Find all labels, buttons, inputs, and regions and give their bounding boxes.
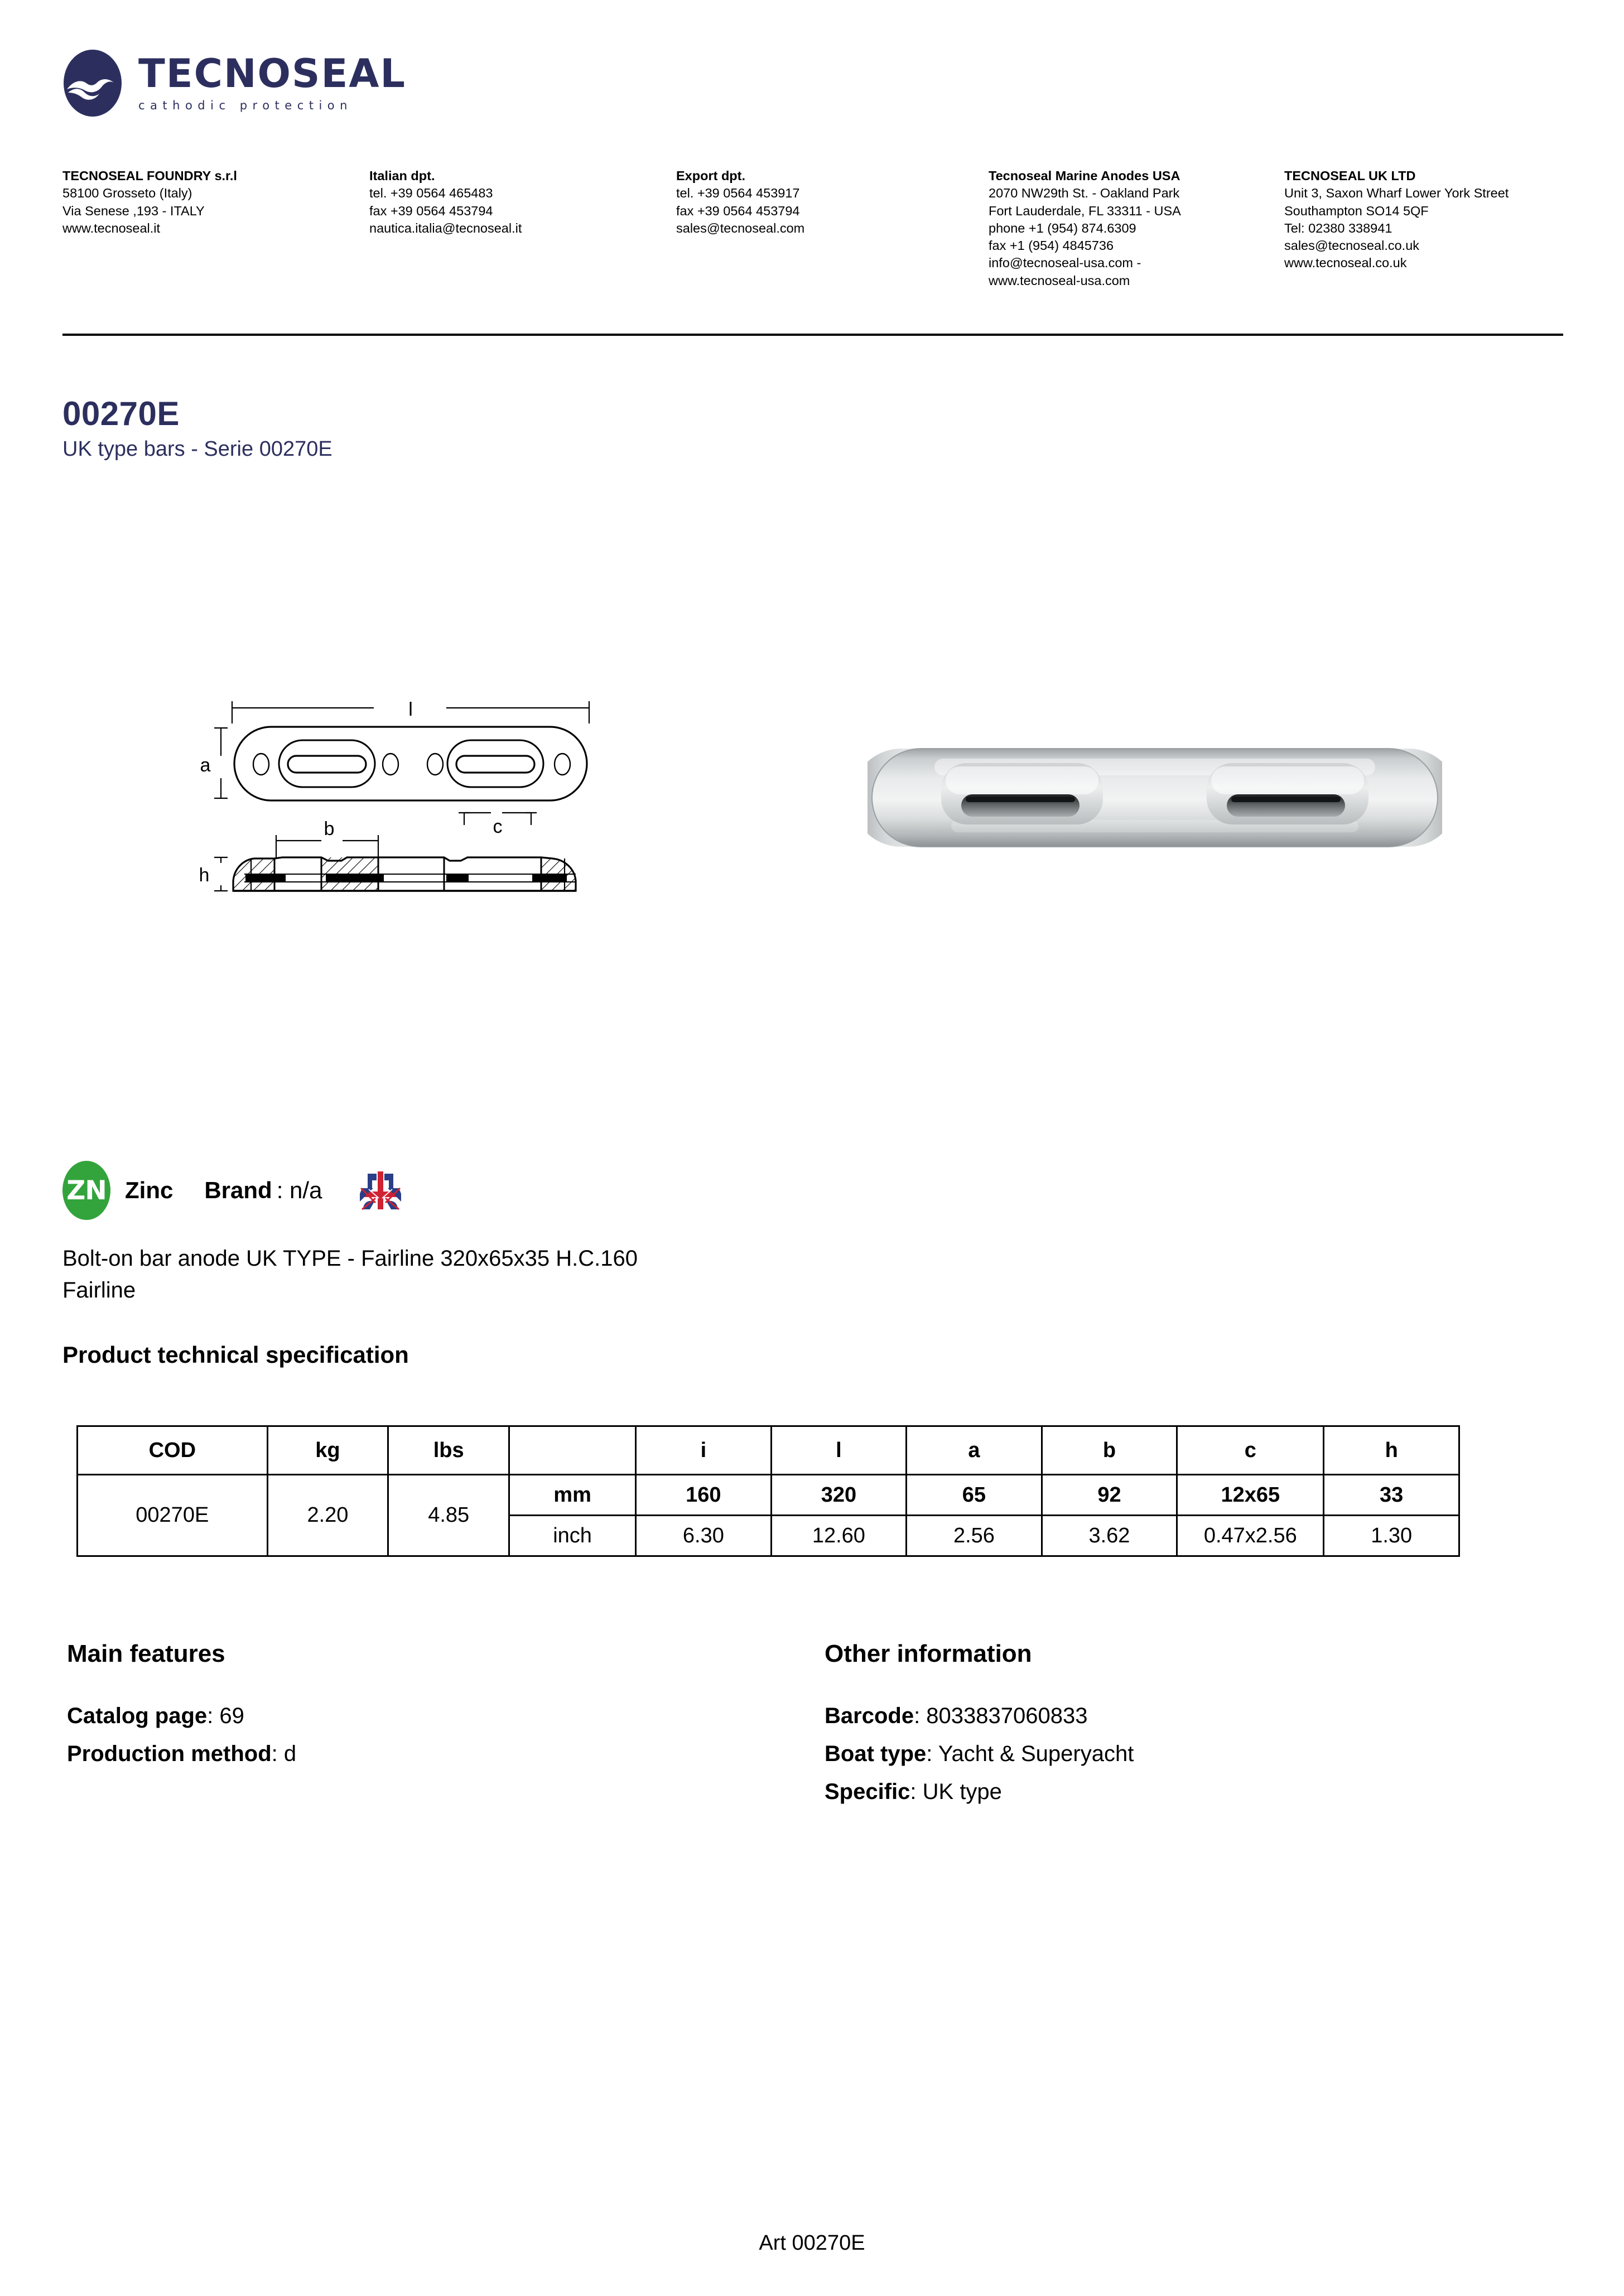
contact-line: sales@tecnoseal.co.uk <box>1284 238 1420 253</box>
cell-cod: 00270E <box>78 1475 268 1556</box>
uk-flag-icon <box>356 1169 404 1212</box>
product-description <box>62 1243 1067 1306</box>
other-information-title: Other information <box>825 1640 1032 1667</box>
contact-column-usa <box>989 167 1279 290</box>
th-c: c <box>1177 1426 1324 1475</box>
spec-table-container <box>76 1425 1460 1557</box>
cell-lbs: 4.85 <box>388 1475 509 1556</box>
cell-mm-i: 160 <box>636 1475 772 1516</box>
specific-label: Specific <box>825 1779 910 1804</box>
contact-title: TECNOSEAL FOUNDRY s.r.l <box>62 168 237 183</box>
production-method-value: : d <box>271 1742 297 1766</box>
contact-title: TECNOSEAL UK LTD <box>1284 168 1416 183</box>
contact-line: 2070 NW29th St. - Oakland Park <box>989 186 1180 201</box>
brand-label: Brand <box>204 1177 272 1203</box>
contact-line: Tel: 02380 338941 <box>1284 220 1392 235</box>
drawing-label-l: l <box>408 699 413 720</box>
th-a: a <box>907 1426 1042 1475</box>
contact-line: info@tecnoseal-usa.com - <box>989 255 1141 271</box>
contact-line: fax +39 0564 453794 <box>676 203 800 218</box>
material-row <box>62 1157 404 1223</box>
contact-title: Tecnoseal Marine Anodes USA <box>989 168 1180 183</box>
catalog-page-value: : 69 <box>207 1704 244 1728</box>
page-footer: Art 00270E <box>759 2231 865 2255</box>
th-kg: kg <box>267 1426 388 1475</box>
contact-title: Italian dpt. <box>369 168 435 183</box>
contact-line: phone +1 (954) 874.6309 <box>989 220 1136 235</box>
logo-tagline: cathodic protection <box>138 99 353 112</box>
contact-line: nautica.italia@tecnoseal.it <box>369 220 522 235</box>
table-row <box>78 1475 1459 1516</box>
description-line-1: Bolt-on bar anode UK TYPE - Fairline 320x65x35 H.C.160 <box>62 1246 638 1271</box>
drawing-label-c: c <box>493 816 503 837</box>
catalog-page-row <box>67 1697 764 1735</box>
contact-line: sales@tecnoseal.com <box>676 220 805 235</box>
contact-title: Export dpt. <box>676 168 746 183</box>
spec-table <box>76 1425 1460 1557</box>
specific-row <box>825 1773 1522 1811</box>
catalog-page-label: Catalog page <box>67 1704 208 1728</box>
barcode-label: Barcode <box>825 1704 914 1728</box>
contact-line: Fort Lauderdale, FL 33311 - USA <box>989 203 1181 218</box>
cell-mm-a: 65 <box>907 1475 1042 1516</box>
contact-line: tel. +39 0564 453917 <box>676 186 800 201</box>
cell-unit-mm: mm <box>509 1475 636 1516</box>
cell-inch-h: 1.30 <box>1324 1516 1459 1556</box>
other-information-section <box>825 1640 1522 1811</box>
cell-unit-inch: inch <box>509 1516 636 1556</box>
logo-word: TECNOSEAL <box>138 51 407 97</box>
spec-heading: Product technical specification <box>62 1342 409 1368</box>
cell-mm-l: 320 <box>771 1475 907 1516</box>
technical-drawing <box>190 689 597 901</box>
page-subtitle: UK type bars - Serie 00270E <box>62 437 332 461</box>
contact-line: Unit 3, Saxon Wharf Lower York Street <box>1284 186 1509 201</box>
cell-inch-c: 0.47x2.56 <box>1177 1516 1324 1556</box>
brand-value: : n/a <box>276 1177 322 1203</box>
boat-type-value: : Yacht & Superyacht <box>926 1742 1134 1766</box>
contact-line: Via Senese ,193 - ITALY <box>62 203 205 218</box>
product-photo <box>868 736 1442 853</box>
th-b: b <box>1042 1426 1177 1475</box>
boat-type-label: Boat type <box>825 1742 927 1766</box>
contact-line: tel. +39 0564 465483 <box>369 186 493 201</box>
cell-inch-a: 2.56 <box>907 1516 1042 1556</box>
main-features-title: Main features <box>67 1640 225 1667</box>
production-method-label: Production method <box>67 1742 272 1766</box>
contact-line: www.tecnoseal.it <box>62 220 161 235</box>
cell-kg: 2.20 <box>267 1475 388 1556</box>
contact-line: www.tecnoseal-usa.com <box>989 273 1130 288</box>
cell-inch-l: 12.60 <box>771 1516 907 1556</box>
cell-mm-h: 33 <box>1324 1475 1459 1516</box>
main-features-section <box>67 1640 764 1773</box>
contact-line: Southampton SO14 5QF <box>1284 203 1429 218</box>
th-h: h <box>1324 1426 1459 1475</box>
drawing-label-h: h <box>199 865 210 886</box>
barcode-value: : 8033837060833 <box>914 1704 1088 1728</box>
th-cod: COD <box>78 1426 268 1475</box>
cell-mm-b: 92 <box>1042 1475 1177 1516</box>
cell-mm-c: 12x65 <box>1177 1475 1324 1516</box>
page-title: 00270E <box>62 395 180 432</box>
contact-header <box>62 167 1563 301</box>
th-l: l <box>771 1426 907 1475</box>
material-name: Zinc <box>125 1177 174 1203</box>
table-header-row <box>78 1426 1459 1475</box>
logo-wordmark <box>138 51 407 112</box>
production-method-row <box>67 1735 764 1773</box>
cell-inch-i: 6.30 <box>636 1516 772 1556</box>
drawing-label-a: a <box>200 755 211 776</box>
zinc-badge-icon: ZN <box>62 1161 110 1220</box>
drawing-label-b: b <box>324 818 335 840</box>
th-unit <box>509 1426 636 1475</box>
specific-value: : UK type <box>910 1779 1002 1804</box>
description-line-2: Fairline <box>62 1277 136 1303</box>
cell-inch-b: 3.62 <box>1042 1516 1177 1556</box>
tecnoseal-logo <box>62 49 406 117</box>
tecnoseal-emblem-icon <box>62 49 123 117</box>
th-lbs: lbs <box>388 1426 509 1475</box>
contact-column-italian-dpt <box>369 167 648 237</box>
contact-line: fax +39 0564 453794 <box>369 203 493 218</box>
contact-column-foundry <box>62 167 358 237</box>
header-divider <box>62 334 1563 336</box>
contact-line: 58100 Grosseto (Italy) <box>62 186 192 201</box>
contact-column-uk <box>1284 167 1580 272</box>
contact-line: fax +1 (954) 4845736 <box>989 238 1114 253</box>
barcode-row <box>825 1697 1522 1735</box>
boat-type-row <box>825 1735 1522 1773</box>
contact-column-export-dpt <box>676 167 961 237</box>
th-i: i <box>636 1426 772 1475</box>
contact-line: www.tecnoseal.co.uk <box>1284 255 1407 271</box>
